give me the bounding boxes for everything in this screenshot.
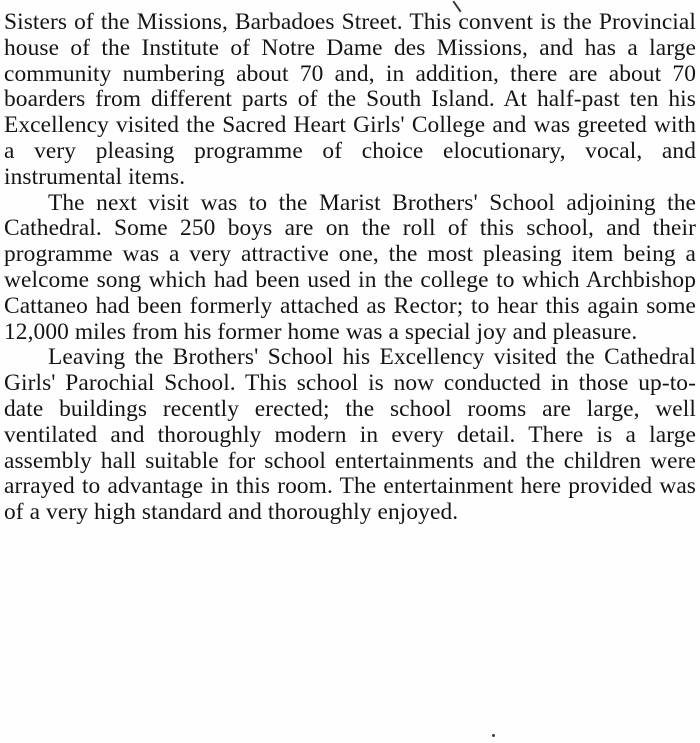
ink-speck — [492, 734, 495, 737]
paragraph-convent: Sisters of the Missions, Barbadoes Street. This convent is the Provincial house of the Institute of Notre Dame des Missions, and has a large community numbering about 70 and, in addition, there are about 70 boarders from different parts of the South Island. At half-past ten his Excellency visited the Sacred Heart Girls' College and was greeted with a very pleasing programme of choice elocutionary, vocal, and instrumental items. — [4, 9, 696, 190]
paragraph-parochial-school: Leaving the Brothers' School his Excellency visited the Cathedral Girls' Parochial School. This school is now conducted in those up-to-date buildings recently erected; the school rooms are large, well ventilated and thoroughly modern in every detail. There is a large assembly hall suitable for school entertainments and the children were arrayed to advantage in this room. The entertainment here provided was of a very high standard and thoroughly enjoyed. — [4, 344, 696, 526]
paragraph-marist-brothers: The next visit was to the Marist Brothers' School adjoining the Cathedral. Some 250 boys are on the roll of this school, and their programme was a very attractive one, the most pleasing item being a welcome song which had been used in the college to which Archbishop Cattaneo had been formerly attached as Rector; to hear this again some 12,000 miles from his former home was a special joy and pleasure. — [4, 189, 696, 345]
article-body — [4, 10, 696, 526]
